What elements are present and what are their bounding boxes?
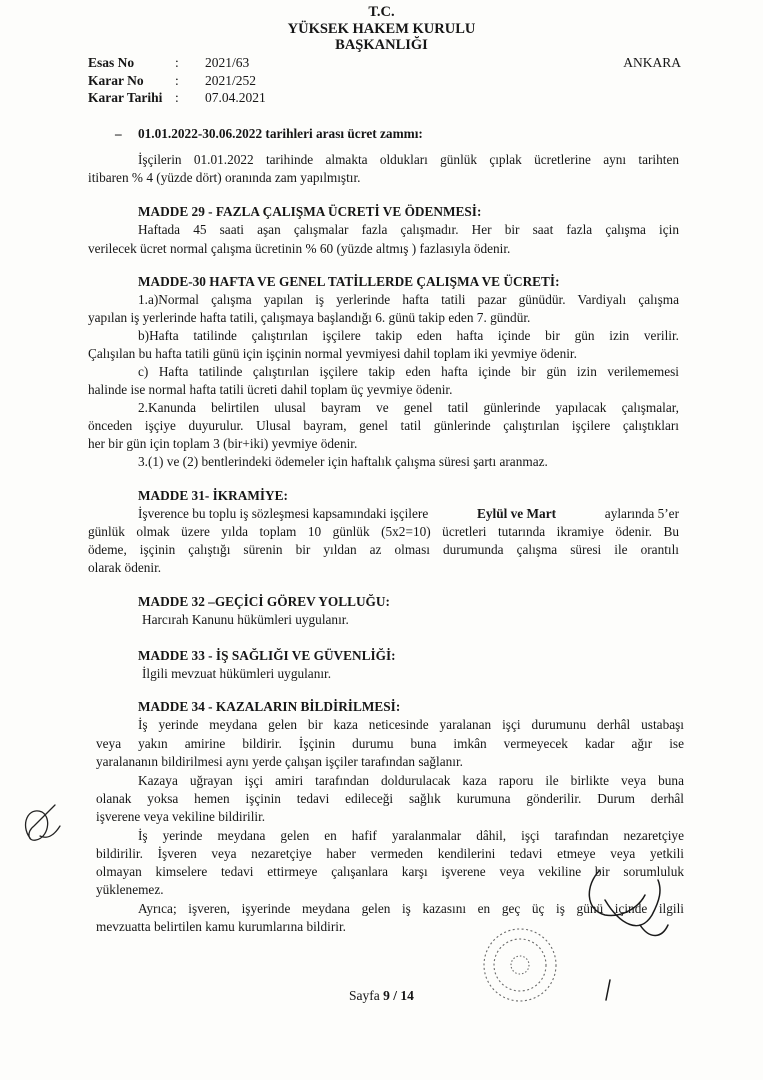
paragraph-line: olarak ödenir. bbox=[88, 560, 162, 575]
paragraph-line: 1.a)Normal çalışma yapılan iş yerlerinde hafta tatili pazar günüdür. Vardiyalı çalışma bbox=[138, 292, 679, 307]
karar-colon: : bbox=[175, 72, 179, 88]
paragraph-line: işverene veya vekiline bildirilir. bbox=[96, 809, 266, 824]
esas-colon: : bbox=[175, 55, 179, 70]
paragraph-line: günlük olmak üzere yılda toplam 10 günlük (5x2=10) ücretleri tutarında ikramiye ödenir. Bu bbox=[88, 524, 679, 539]
paragraph-line: yapılan iş yerlerinde hafta tatili, çalışmaya başlandığı 6. günü takip eden 7. gündür. bbox=[88, 310, 531, 325]
paragraph-line: İlgili mevzuat hükümleri uygulanır. bbox=[142, 666, 332, 681]
paragraph-line: Ayrıca; işveren, işyerinde meydana gelen iş kazasını en geç üç iş günü içinde ilgili bbox=[138, 901, 684, 916]
article-33-title: MADDE 33 - İŞ SAĞLIĞI VE GÜVENLİĞİ: bbox=[138, 648, 396, 663]
paragraph-line: olmayan kimselere tedavi ettirmeye çalışanlara karşı işverene veya vekiline bir sorumluluk bbox=[96, 864, 684, 879]
paragraph-line: mevzuatta belirtilen kamu kurumlarına bildirir. bbox=[96, 919, 346, 934]
page-prefix: Sayfa bbox=[349, 988, 384, 1003]
bonus-text-c: aylarında 5’er bbox=[601, 506, 679, 521]
paragraph-line: veya yakın amirine bildirir. İşçinin durumu buna imkân vermeyecek kadar ağır ise bbox=[96, 736, 684, 751]
case-metadata bbox=[88, 54, 266, 107]
paragraph-line: Çalışılan bu hafta tatili günü için işçinin normal yevmiyesi dahil toplam iki yevmiye ödenir. bbox=[88, 346, 577, 361]
city-label: ANKARA bbox=[623, 55, 681, 70]
esas-row bbox=[88, 54, 266, 72]
article-30-title: MADDE-30 HAFTA VE GENEL TATİLLERDE ÇALIŞMA VE ÜCRETİ: bbox=[138, 274, 560, 289]
paragraph-line: İş yerinde meydana gelen en hafif yaralanmalar dâhil, işçi tarafından nezaretçiye bbox=[138, 828, 684, 843]
header-presidency: BAŞKANLIĞI bbox=[335, 37, 428, 53]
paragraph-line: 2.Kanunda belirtilen ulusal bayram ve genel tatil günlerinde yapılacak çalışmalar, bbox=[138, 400, 679, 415]
paragraph-line: önceden işçiye duyurulur. Ulusal bayram, genel tatil günlerinde çalıştırılan işçilere çalıştıkları bbox=[88, 418, 679, 433]
karar-label: Karar No bbox=[88, 72, 144, 88]
left-margin-initial bbox=[26, 805, 60, 840]
signature-mark bbox=[589, 870, 668, 1000]
paragraph-line: olanak yoksa hemen işçinin tedavi edileceği sağlık kurumuna gönderilir. Durum derhâl bbox=[96, 791, 684, 806]
paragraph-line: her bir gün için toplam 3 (bir+iki) yevmiye ödenir. bbox=[88, 436, 358, 451]
wage-increase-title: 01.01.2022-30.06.2022 tarihleri arası ücret zammı: bbox=[138, 126, 423, 141]
header-tc: T.C. bbox=[368, 4, 395, 20]
paragraph-line: Kazaya uğrayan işçi amiri tarafından doldurulacak kaza raporu ile birlikte veya buna bbox=[138, 773, 684, 788]
article-34-title: MADDE 34 - KAZALARIN BİLDİRİLMESİ: bbox=[138, 699, 401, 714]
paragraph-line: yaralananın bildirilmesi aynı yerde çalışan işçiler tarafından sağlanır. bbox=[96, 754, 464, 769]
paragraph-line: b)Hafta tatilinde çalıştırılan işçilere takip eden hafta içinde bir gün izin verilir. bbox=[138, 328, 679, 343]
tarih-value: 07.04.2021 bbox=[205, 90, 266, 105]
article-29-title: MADDE 29 - FAZLA ÇALIŞMA ÜCRETİ VE ÖDENMESİ: bbox=[138, 204, 482, 219]
paragraph-line: 3.(1) ve (2) bentlerindeki ödemeler için haftalık çalışma süresi şartı aranmaz. bbox=[138, 454, 548, 469]
bullet-dash: – bbox=[115, 126, 122, 141]
tarih-colon: : bbox=[175, 90, 179, 105]
karar-value: 2021/252 bbox=[205, 72, 257, 88]
paragraph-line: verilecek ücret normal çalışma ücretinin % 60 (yüzde altmış ) fazlasıyla ödenir. bbox=[88, 241, 511, 256]
paragraph-line: halinde ise normal hafta tatili ücreti dahil toplam üç yevmiye ödenir. bbox=[88, 382, 453, 397]
article-32-title: MADDE 32 –GEÇİCİ GÖREV YOLLUĞU: bbox=[138, 594, 390, 609]
article-31-title: MADDE 31- İKRAMİYE: bbox=[138, 488, 288, 503]
paragraph-line bbox=[138, 506, 679, 522]
paragraph-line: yüklenemez. bbox=[96, 882, 164, 897]
page-value: 9 / 14 bbox=[383, 988, 414, 1003]
paragraph-line: Harcırah Kanunu hükümleri uygulanır. bbox=[142, 612, 349, 627]
paragraph-line: ödeme, işçinin çalıştığı sürenin bir yıldan az olması durumunda çalışma süresi ile orantılı bbox=[88, 542, 679, 557]
paragraph-line: bildirilir. İşveren veya nezaretçiye haber vermeden kendilerini tedavi etmeye veya yetkili bbox=[96, 846, 684, 861]
paragraph-line: Haftada 45 saati aşan çalışmalar fazla çalışmadır. Her bir saat fazla çalışma için bbox=[138, 222, 679, 237]
bonus-text-a: İşverence bu toplu iş sözleşmesi kapsamındaki işçilere bbox=[138, 506, 432, 521]
esas-label: Esas No bbox=[88, 55, 135, 70]
header-institution: YÜKSEK HAKEM KURULU bbox=[287, 21, 476, 37]
bonus-months: Eylül ve Mart bbox=[477, 506, 557, 521]
paragraph-line: İşçilerin 01.01.2022 tarihinde almakta oldukları günlük çıplak ücretlerine aynı tarihten bbox=[138, 152, 679, 167]
karar-row bbox=[88, 72, 266, 90]
tarih-row bbox=[88, 89, 266, 107]
page-number bbox=[0, 988, 763, 1004]
paragraph-line: İş yerinde meydana gelen bir kaza neticesinde yaralanan işçi durumunu derhâl ustabaşı bbox=[138, 717, 684, 732]
paragraph-line: c) Hafta tatilinde çalıştırılan işçilere takip eden hafta içinde bir gün izin verilememesi bbox=[138, 364, 679, 379]
tarih-label: Karar Tarihi bbox=[88, 90, 163, 105]
esas-value: 2021/63 bbox=[205, 55, 250, 70]
paragraph-line: itibaren % 4 (yüzde dört) oranında zam yapılmıştır. bbox=[88, 170, 361, 185]
